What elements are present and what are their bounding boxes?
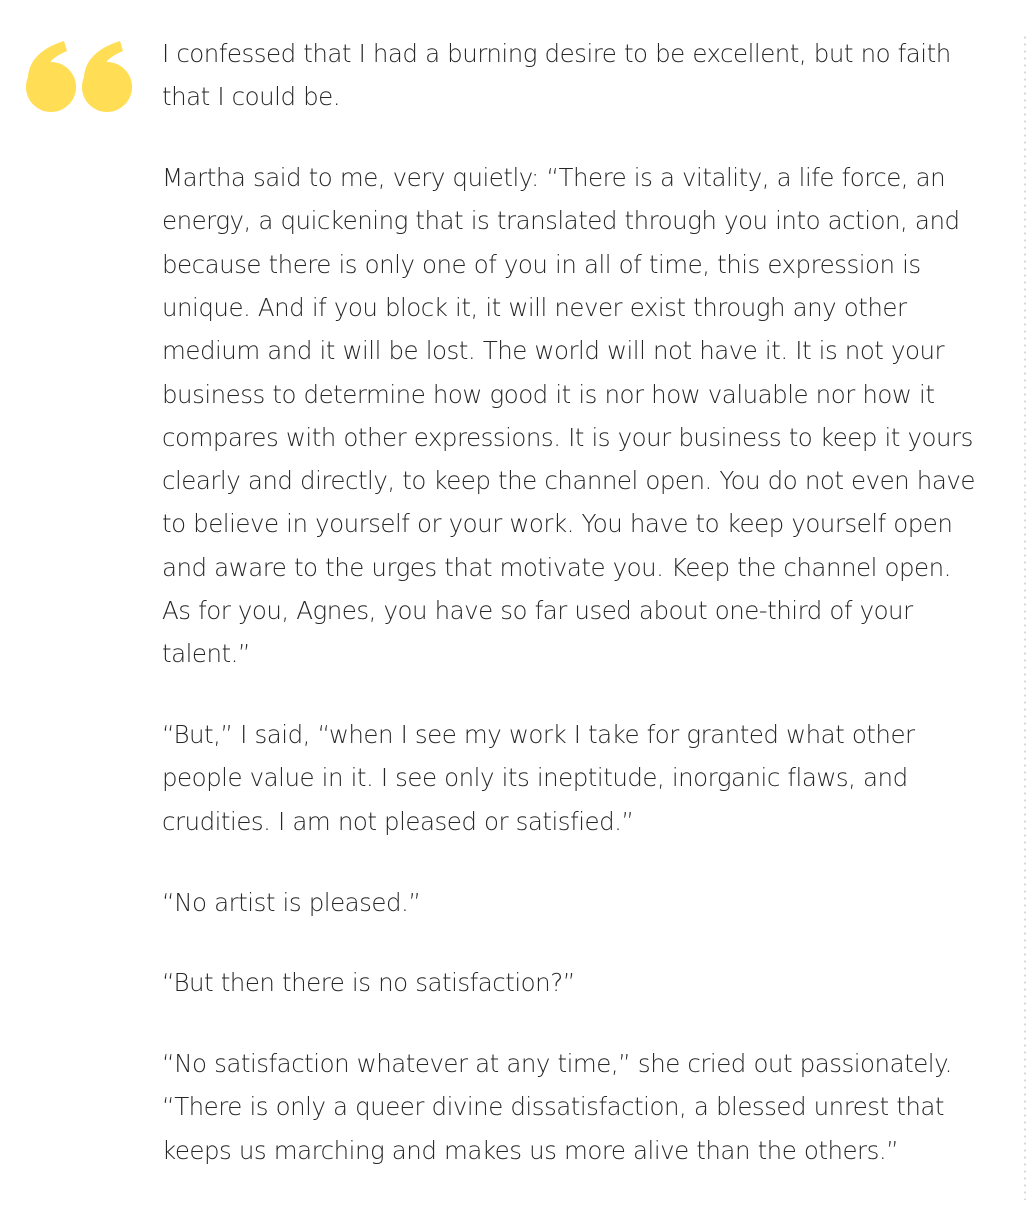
quote-body [162, 32, 982, 1210]
quote-paragraph-2: Martha said to me, very quietly: “There is a vitality, a life force, an energy, a quickening that is translated through you into action, and because there is only one of you in all of time, this expression is unique. And if you block it, it will never exist through any other medium and it will be lost. The world will not have it. It is not your business to determine how good it is nor how valuable nor how it compares with other expressions. It is your business to keep it yours clearly and directly, to keep the channel open. You do not even have to believe in yourself or your work. You have to keep yourself open and aware to the urges that motivate you. Keep the channel open. As for you, Agnes, you have so far used about one-third of your talent.” [162, 163, 975, 669]
quote-paragraph-3: “But,” I said, “when I see my work I take for granted what other people value in it. I see only its ineptitude, inorganic flaws, and crudities. I am not pleased or satisfied.” [162, 720, 915, 836]
quote-paragraph-1: I confessed that I had a burning desire to be excellent, but no faith that I could be. [162, 39, 951, 112]
dotted-divider [1023, 34, 1027, 1200]
open-double-quote-icon [14, 8, 134, 118]
quote-paragraph-4: “No artist is pleased.” [162, 887, 421, 917]
quote-paragraph-5: “But then there is no satisfaction?” [162, 968, 575, 998]
quote-paragraph-6: “No satisfaction whatever at any time,” she cried out passionately. “There is only a queer divine dissatisfaction, a blessed unrest that keeps us marching and makes us more alive than the others.” [162, 1049, 952, 1165]
